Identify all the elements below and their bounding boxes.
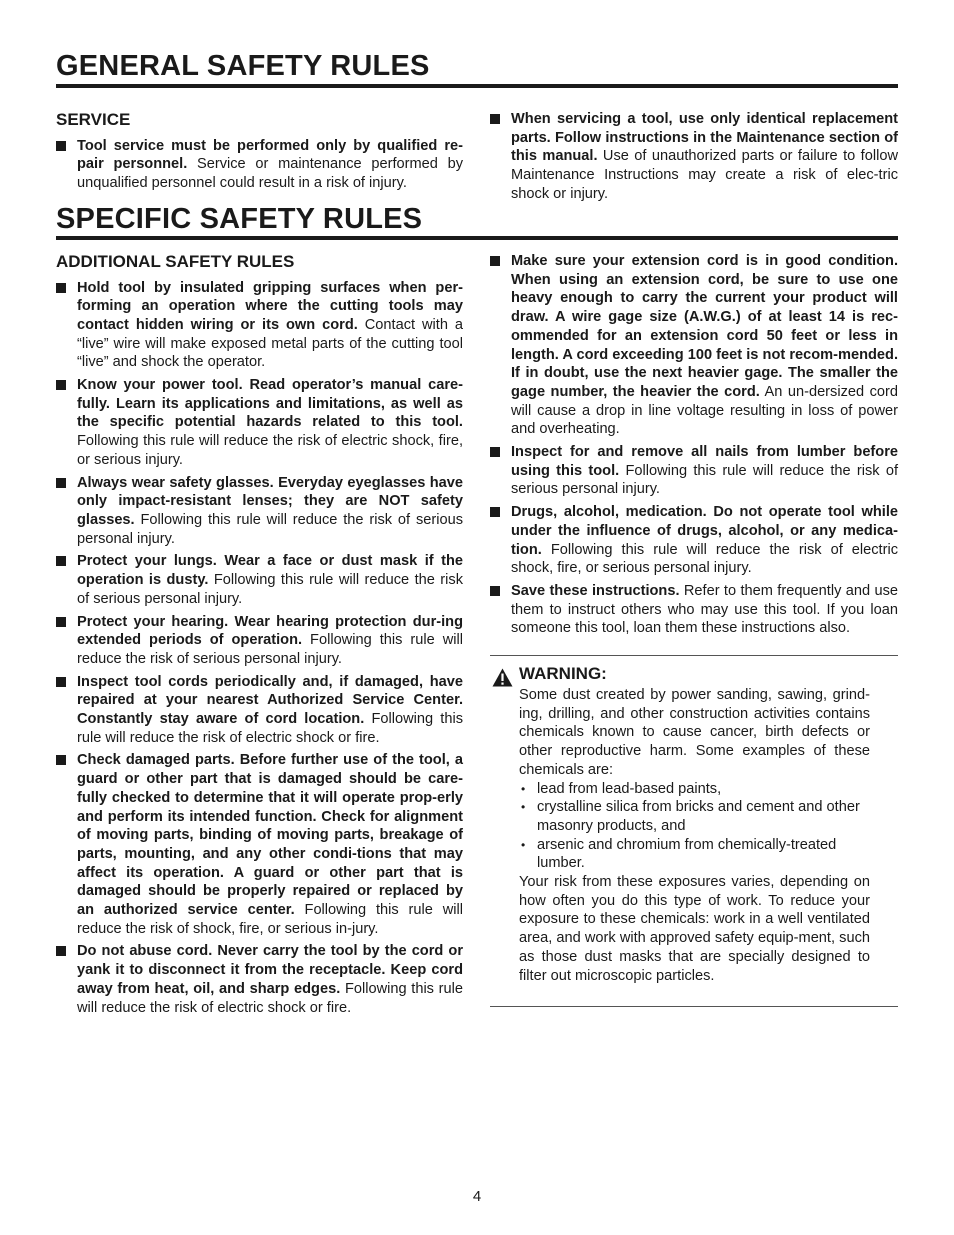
item-bold-text: When servicing a tool, use only identical replacement parts. Follow instructions in the Maintenance section of this manual. <box>511 111 898 165</box>
warning-body <box>519 686 870 985</box>
service-column-right <box>490 110 898 208</box>
item-text: Following this rule will reduce the risk of serious personal injury. <box>511 462 898 498</box>
rule-item <box>56 376 463 470</box>
rule-item <box>56 751 463 938</box>
item-bold-text: Protect your lungs. Wear a face or dust mask if the operation is dusty. <box>77 553 463 589</box>
rule-item <box>56 613 463 669</box>
service-item <box>56 137 463 193</box>
item-text: Refer to them frequently and use them to instruct others who may use this tool. If you loan someone this tool, loan them these instructions also. <box>511 582 898 637</box>
warning-intro: Some dust created by power sanding, sawing, grind-ing, drilling, and other construction activities contains chemicals known to cause cancer, birth defects or other reproductive harm. Some examples of these chemicals are: <box>519 687 870 778</box>
item-text: An un-dersized cord will cause a drop in line voltage resulting in loss of power and overheating. <box>511 383 898 438</box>
item-bold-text: Tool service must be performed only by qualified re-pair personnel. <box>77 137 463 173</box>
square-bullet-icon <box>490 447 500 457</box>
item-bold-text: Do not abuse cord. Never carry the tool by the cord or yank it to disconnect it from the receptacle. Keep cord away from heat, oil, and sharp edges. <box>77 943 463 997</box>
rule-item <box>56 942 463 1017</box>
general-safety-title: GENERAL SAFETY RULES <box>56 50 430 82</box>
list-item: • arsenic and chromium from chemically-treated lumber. <box>519 836 870 873</box>
service-column <box>56 110 463 197</box>
item-bold-text: Check damaged parts. Before further use of the tool, a guard or other part that is damaged should be care-fully checked to determine that it will operate prop-erly and perform its intended function. Check for alignment of moving parts, binding of moving parts, breakage of parts, mounting, and any other condi-tions that may affect its operation. A guard or other part that is damaged should be properly repaired or replaced by an authorized service center. <box>77 752 463 919</box>
square-bullet-icon <box>56 141 66 151</box>
left-rules-column <box>56 252 463 1021</box>
rule-item <box>490 443 898 499</box>
item-text: Following this rule will reduce the risk of electric shock, fire, or serious personal injury. <box>511 541 898 577</box>
square-bullet-icon <box>56 478 66 488</box>
item-text: Following this rule will reduce the risk of serious personal injury. <box>77 511 463 547</box>
square-bullet-icon <box>490 256 500 266</box>
square-bullet-icon <box>490 114 500 124</box>
item-text: Service or maintenance performed by unqualified personnel could result in a risk of injury. <box>77 156 463 191</box>
specific-safety-title: SPECIFIC SAFETY RULES <box>56 203 423 235</box>
page-number: 4 <box>472 1188 482 1205</box>
title-rule <box>56 84 898 88</box>
item-bold-text: Know your power tool. Read operator’s manual care-fully. Learn its applications and limitations, as well as the specific potential hazards related to this tool. <box>77 377 463 431</box>
square-bullet-icon <box>56 380 66 390</box>
item-bold-text: Inspect tool cords periodically and, if damaged, have repaired at your nearest Authorized Service Center. Constantly stay aware of cord location. <box>77 673 463 728</box>
item-text: Following this rule will reduce the risk of shock, fire, or serious in-jury. <box>77 902 463 937</box>
item-bold-text: Hold tool by insulated gripping surfaces when per-forming an operation where the cutting tools may contact hidden wiring or its own cord. <box>77 279 463 333</box>
rule-item <box>56 474 463 549</box>
warning-box <box>490 655 898 1007</box>
item-bold-text: Make sure your extension cord is in good condition. When using an extension cord, be sure to use one heavy enough to carry the current your product will draw. A wire gage size (A.W.G.) of at least 14 is rec-ommended for an extension cord 50 feet or less in length. A cord exceeding 100 feet is not recom-mended. If in doubt, use the next heavier gage. The smaller the gage number, the heavier the cord. <box>511 253 898 400</box>
rule-item <box>56 552 463 608</box>
square-bullet-icon <box>56 677 66 687</box>
item-text: Use of unauthorized parts or failure to follow Maintenance Instructions may create a risk of elec-tric shock or injury. <box>511 148 898 202</box>
warning-triangle-icon <box>492 668 513 687</box>
square-bullet-icon <box>56 556 66 566</box>
rule-item <box>490 503 898 578</box>
square-bullet-icon <box>56 617 66 627</box>
item-bold-text: Always wear safety glasses. Everyday eyeglasses have only impact-resistant lenses; they are NOT safety glasses. <box>77 474 463 528</box>
rule-item <box>56 673 463 748</box>
square-bullet-icon <box>490 586 500 596</box>
title-rule <box>56 236 898 240</box>
square-bullet-icon <box>56 946 66 956</box>
item-bold-text: Protect your hearing. Wear hearing protection dur-ing extended periods of operation. <box>77 613 463 649</box>
square-bullet-icon <box>56 755 66 765</box>
item-text: Following this rule will reduce the risk of electric shock or fire. <box>77 980 463 1016</box>
item-text: Contact with a “live” wire will make exposed metal parts of the cutting tool “live” and shock the operator. <box>77 316 463 371</box>
service-heading: SERVICE <box>56 110 131 129</box>
item-bold-text: Drugs, alcohol, medication. Do not operate tool while under the influence of drugs, alcohol, or any medica-tion. <box>511 504 898 558</box>
item-text: Following this rule will reduce the risk of serious personal injury. <box>77 632 463 667</box>
rule-item <box>490 582 898 638</box>
list-item: • crystalline silica from bricks and cement and other masonry products, and <box>519 798 870 835</box>
item-text: Following this rule will reduce the risk of serious personal injury. <box>77 572 463 607</box>
service-item <box>490 110 898 204</box>
item-bold-text: Inspect for and remove all nails from lumber before using this tool. <box>511 444 898 479</box>
rule-item <box>56 279 463 373</box>
chemical-list <box>519 780 870 874</box>
item-text: Following this rule will reduce the risk of electric shock or fire. <box>77 711 463 746</box>
item-text: Following this rule will reduce the risk of electric shock, fire, or serious injury. <box>77 433 463 468</box>
item-bold-text: Save these instructions. <box>511 582 680 599</box>
square-bullet-icon <box>490 507 500 517</box>
rule-item <box>490 252 898 439</box>
additional-rules-heading: ADDITIONAL SAFETY RULES <box>56 252 295 271</box>
right-rules-column <box>490 252 898 642</box>
warning-outro: Your risk from these exposures varies, depending on how often you do this type of work. To reduce your exposure to these chemicals: work in a well ventilated area, and work with approved safety equip-ment, such as those dust masks that are specially designed to filter out microscopic particles. <box>519 874 870 984</box>
list-item: • lead from lead-based paints, <box>519 780 870 799</box>
warning-title: WARNING: <box>519 664 607 683</box>
square-bullet-icon <box>56 283 66 293</box>
